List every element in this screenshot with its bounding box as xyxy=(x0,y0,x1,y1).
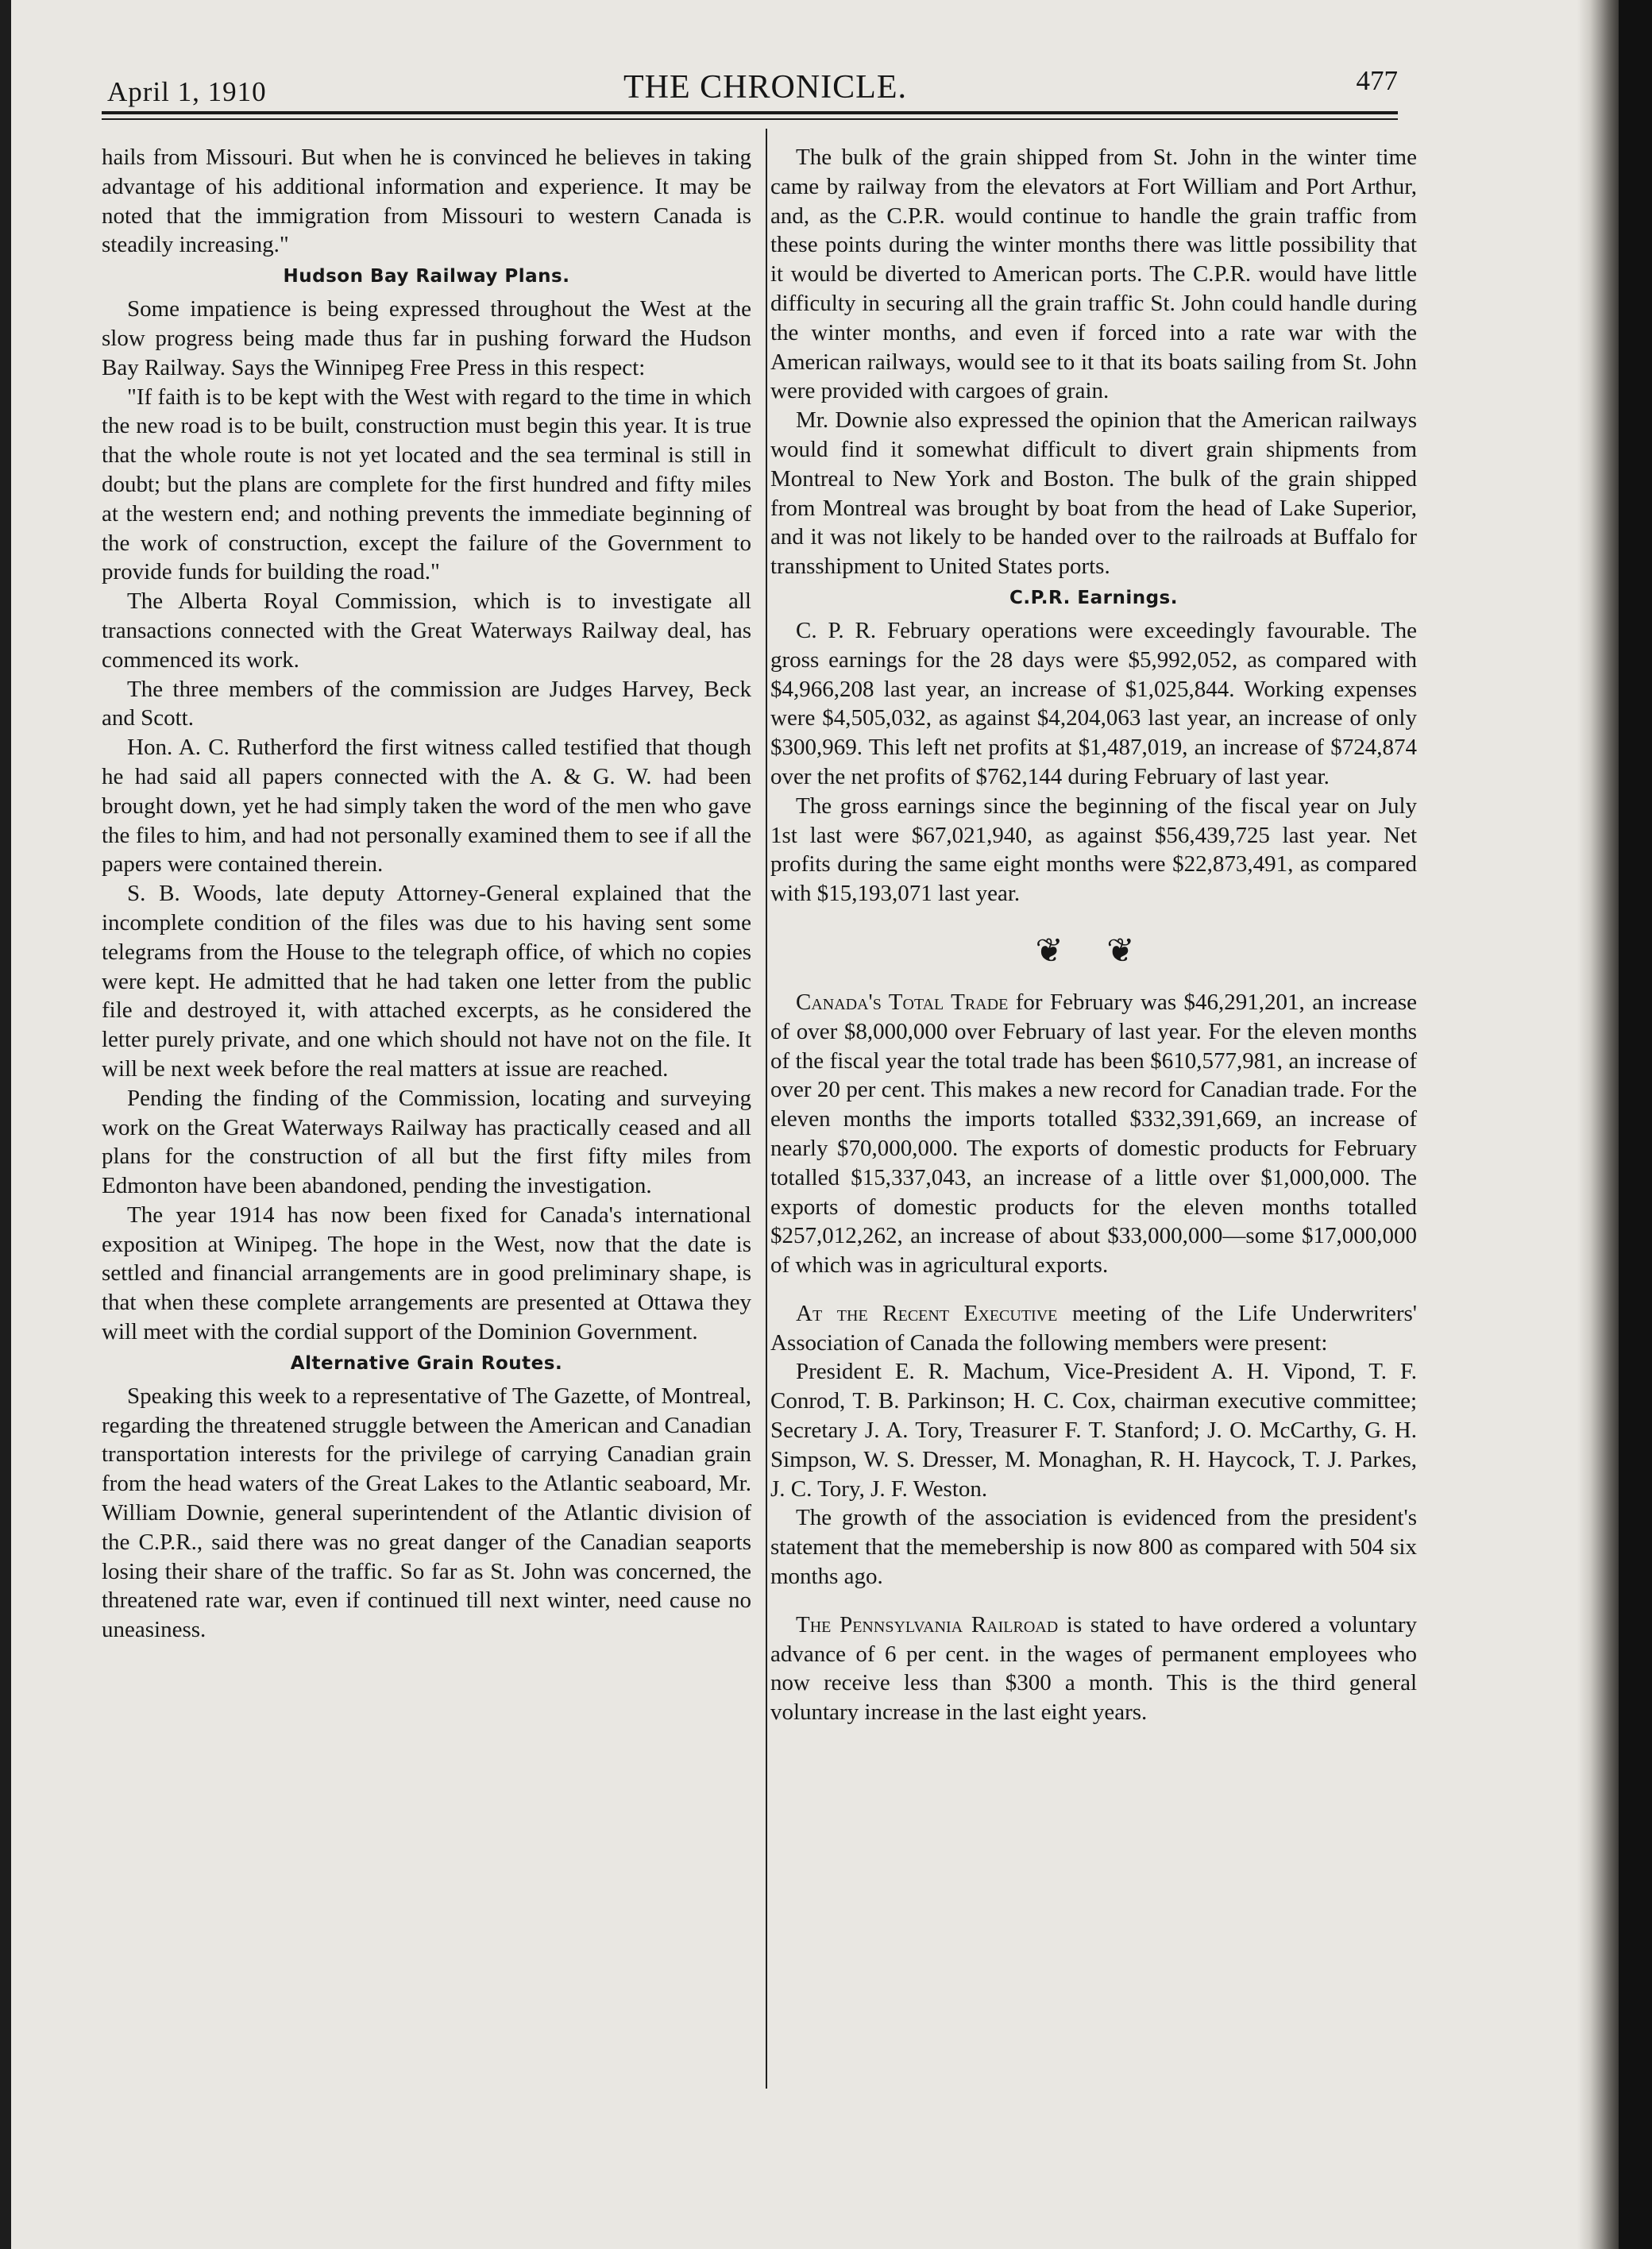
column-divider xyxy=(766,129,767,2089)
paragraph-canada-trade xyxy=(770,988,1417,1280)
header-date: April 1, 1910 xyxy=(107,76,267,107)
header-page-number: 477 xyxy=(1356,65,1398,96)
paragraph: Hon. A. C. Rutherford the first witness called testified that though he had said all papers connected with the A. & G. W. had been brought down, yet he had simply taken the word of the men who gave the files to him, and had not personally examined them to see if all the papers were contained therein. xyxy=(102,735,751,878)
lead-in-text: At the Recent Executive xyxy=(796,1300,1058,1326)
paragraph: The growth of the association is evidenced from the president's statement that the memebership is now 800 as compared with 504 six months ago. xyxy=(770,1505,1417,1590)
paragraph: Speaking this week to a representative of The Gazette, of Montreal, regarding the threatened struggle between the American and Canadian transportation interests for the privilege of carrying Canadian grain from the head waters of the Great Lakes to the Atlantic seaboard, Mr. William Downie, general superintendent of the Atlantic division of the C.P.R., said there was no great danger of the Canadian seaports losing their share of the traffic. So far as St. John was concerned, the threatened rate war, even if continued till next winter, need cause no uneasiness. xyxy=(102,1383,751,1643)
lead-in-text: Canada's Total Trade xyxy=(796,989,1009,1015)
section-heading-hudson-bay: Hudson Bay Railway Plans. xyxy=(283,266,570,287)
paragraph: C. P. R. February operations were exceedingly favourable. The gross earnings for the 28 days were $5,992,052, as compared with $4,966,208 last year, an increase of $1,025,844. Working expenses were $4,505,032, as against $4,204,063 last year, an increase of only $300,969. This left net profits at $1,487,019, an increase of $724,874 over the net profits of $762,144 during February of last year. xyxy=(770,617,1417,789)
paragraph-text: meeting of the Life Underwriters' Association of Canada the following members were present: xyxy=(770,1300,1417,1356)
paragraph: The gross earnings since the beginning of the fiscal year on July 1st last were $67,021,940, as against $56,439,725 last year. Net profits during the same eight months were $22,873,491, as compared with $15,193,071 last year. xyxy=(770,793,1417,907)
lead-in-text: The Pennsylvania Railroad xyxy=(796,1611,1059,1638)
section-heading-grain-routes: Alternative Grain Routes. xyxy=(290,1352,563,1374)
paragraph: Mr. Downie also expressed the opinion that the American railways would find it somewhat difficult to divert grain shipments from Montreal to New York and Boston. The bulk of the grain shipped from Montreal was brought by boat from the head of Lake Superior, and it was not likely to be handed over to the railroads at Buffalo for transshipment to United States ports. xyxy=(770,407,1417,580)
header-title: THE CHRONICLE. xyxy=(623,69,907,106)
header-rule-thin xyxy=(102,118,1398,120)
paragraph-text: is stated to have ordered a voluntary advance of 6 per cent. in the wages of permanent employees who now receive less than $300 a month. This is the third general voluntary increase in the last eight years. xyxy=(770,1611,1418,1726)
paragraph: Some impatience is being expressed throughout the West at the slow progress being made thus far in pushing forward the Hudson Bay Railway. Says the Winnipeg Free Press in this respect: xyxy=(102,296,751,380)
paragraph: The Alberta Royal Commission, which is to investigate all transactions connected with the Great Waterways Railway deal, has commenced its work. xyxy=(102,588,751,673)
left-column xyxy=(102,143,751,1645)
page-curl-shadow xyxy=(1577,0,1619,2249)
book-spine xyxy=(1619,0,1652,2249)
header-rule-thick xyxy=(102,111,1398,114)
page-header xyxy=(107,65,1398,113)
paragraph: "If faith is to be kept with the West with regard to the time in which the new road is to be built, construction must begin this year. It is true that the whole route is not yet located and the sea terminal is still in doubt; but the plans are complete for the first hundred and fifty miles at the western end; and nothing prevents the immediate beginning of the work of construction, except the failure of the Government to provide funds for building the road." xyxy=(102,384,751,585)
paragraph: The three members of the commission are Judges Harvey, Beck and Scott. xyxy=(102,676,751,731)
paragraph: The year 1914 has now been fixed for Canada's international exposition at Winipeg. The hope in the West, now that the date is settled and financial arrangements are in good preliminary shape, is that when these complete arrangements are presented at Ottawa they will meet with the cordial support of the Dominion Government. xyxy=(102,1202,751,1345)
fleuron-ornament-icon: ❦ ❦ xyxy=(1035,932,1152,970)
paragraph-pennsylvania xyxy=(770,1611,1417,1727)
section-heading-cpr-earnings: C.P.R. Earnings. xyxy=(1009,587,1178,608)
paragraph: Pending the finding of the Commission, locating and surveying work on the Great Waterways Railway has practically ceased and all plans for the construction of all but the first fifty miles from Edmonton have been abandoned, pending the investigation. xyxy=(102,1085,751,1199)
spacer xyxy=(770,1591,1417,1611)
right-column xyxy=(770,143,1417,1727)
paragraph: The bulk of the grain shipped from St. John in the winter time came by railway from the elevators at Fort William and Port Arthur, and, as the C.P.R. would continue to handle the grain traffic from these points during the winter months there was little possibility that it would be diverted to American ports. The C.P.R. would have little difficulty in securing all the grain traffic St. John could handle during the winter months, and even if forced into a rate war with the American railways, would see to it that its boats sailing from St. John were provided with cargoes of grain. xyxy=(770,145,1417,404)
page-left-shadow xyxy=(0,0,11,2249)
spacer xyxy=(770,1280,1417,1299)
paragraph: S. B. Woods, late deputy Attorney-General explained that the incomplete condition of the files was due to his having sent some telegrams from the House to the telegraph office, of which no copies were kept. He admitted that he had taken one letter from the public file and destroyed it, with attached excerpts, as he considered the letter purely private, and one which should not have not on the file. It will be next week before the real matters at issue are reached. xyxy=(102,881,751,1082)
paragraph: hails from Missouri. But when he is convinced he believes in taking advantage of his additional information and experience. It may be noted that the immigration from Missouri to western Canada is steadily increasing." xyxy=(102,145,751,258)
paragraph: President E. R. Machum, Vice-President A. H. Vipond, T. F. Conrod, T. B. Parkinson; H. C. Cox, chairman executive committee; Secretary J. A. Tory, Treasurer F. T. Stanford; J. O. McCarthy, G. H. Simpson, W. S. Dresser, M. Monaghan, R. H. Haycock, T. J. Parkes, J. C. Tory, J. F. Weston. xyxy=(770,1359,1417,1502)
paragraph-executive-meeting xyxy=(770,1299,1417,1358)
paragraph-text: for February was $46,291,201, an increase of over $8,000,000 over February of last year. For the eleven months of the fiscal year the total trade has been $610,577,981, an increase of over 20 per cent. This makes a new record for Canadian trade. For the eleven months the imports totalled $332,391,669, an increase of nearly $70,000,000. The exports of domestic products for February totalled $15,337,043, an increase of a little over $1,000,000. The exports of domestic products for the eleven months totalled $257,012,262, an increase of about $33,000,000—some $17,000,000 of which was in agricultural exports. xyxy=(770,989,1418,1279)
